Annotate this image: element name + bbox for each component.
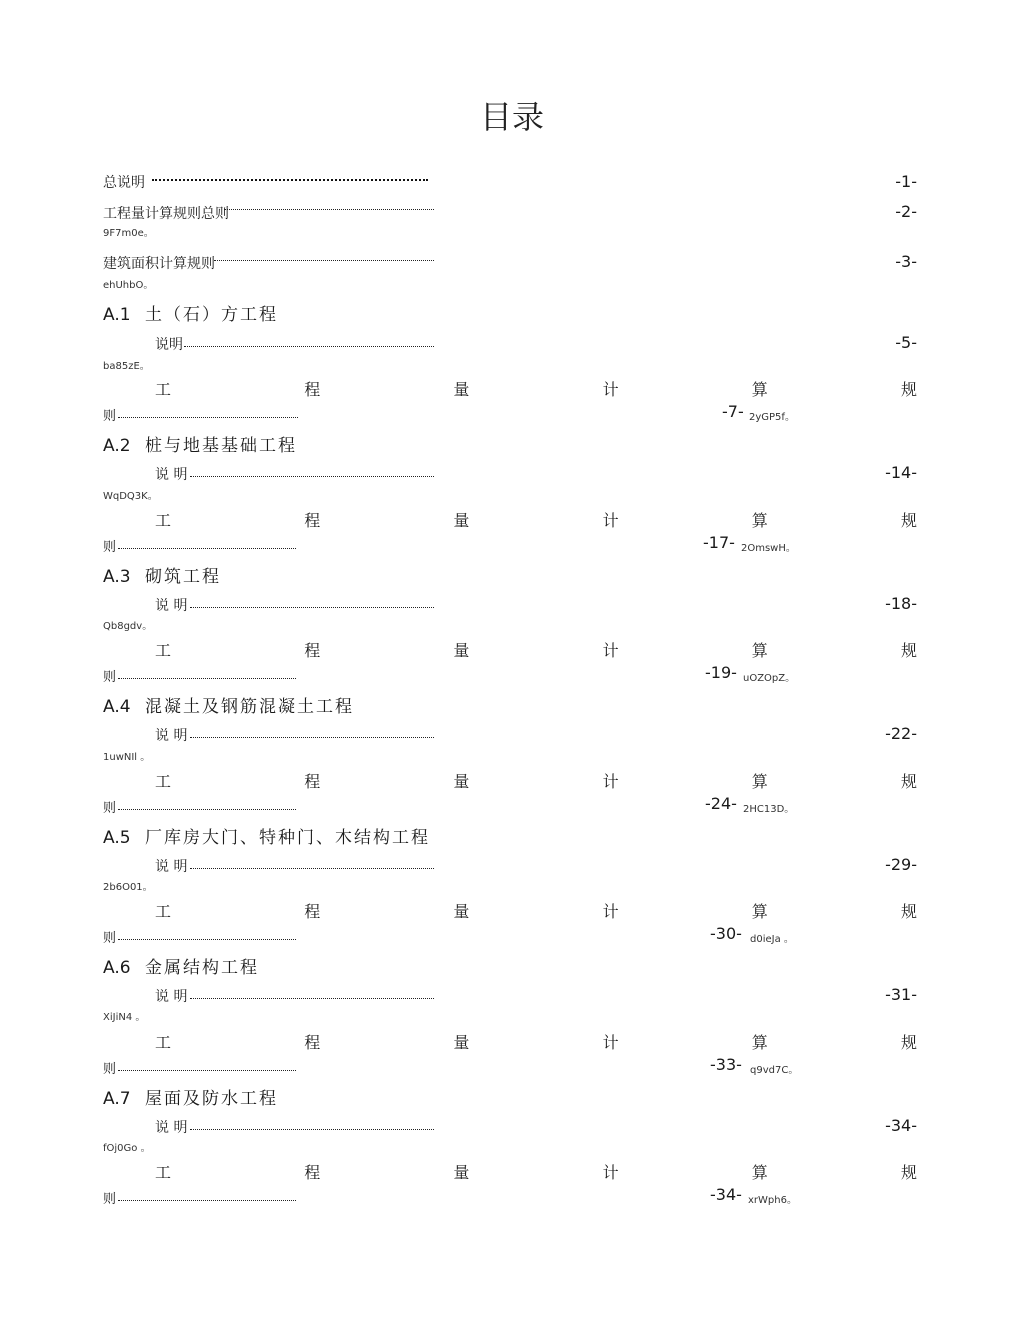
- toc-note-label: 说 明: [155, 467, 188, 483]
- toc-rule-spread-heading: [155, 769, 917, 792]
- toc-entry-code: Qb8gdv。: [103, 621, 153, 632]
- toc-leader-line: [190, 997, 434, 999]
- rule-char: 规: [900, 641, 917, 660]
- toc-leader-line: [152, 178, 428, 181]
- rule-char: 算: [751, 772, 768, 791]
- rule-char: 计: [602, 1033, 619, 1052]
- rule-char: 量: [453, 641, 470, 660]
- toc-rule-tail: 则: [103, 1192, 117, 1207]
- toc-rule-page: -34-: [710, 1185, 742, 1204]
- toc-rule-spread-heading: [155, 377, 917, 400]
- rule-char: 规: [900, 772, 917, 791]
- rule-char: 程: [304, 1033, 321, 1052]
- toc-note-page: -31-: [885, 985, 917, 1004]
- rule-char: 计: [602, 772, 619, 791]
- rule-char: 计: [602, 511, 619, 530]
- rule-char: 量: [453, 511, 470, 530]
- toc-leader-line: [190, 475, 434, 477]
- rule-char: 计: [602, 1163, 619, 1182]
- toc-entry-general-notes-page: -1-: [895, 172, 917, 191]
- toc-section-heading: [103, 953, 259, 978]
- toc-leader-line: [214, 259, 434, 261]
- toc-rule-page: -24-: [705, 794, 737, 813]
- toc-entry-code: 2HC13D。: [743, 804, 795, 815]
- section-number: A.5: [103, 828, 131, 848]
- section-name: 桩与地基基础工程: [145, 436, 297, 456]
- section-number: A.4: [103, 697, 131, 717]
- toc-section-heading: [103, 562, 221, 587]
- rule-char: 规: [900, 902, 917, 921]
- toc-note-page: -29-: [885, 855, 917, 874]
- toc-leader-line: [224, 208, 434, 210]
- toc-entry-code: ba85zE。: [103, 361, 150, 372]
- rule-char: 工: [155, 380, 172, 399]
- toc-entry-general-notes-label: 总说明: [103, 175, 145, 191]
- toc-rule-page: -33-: [710, 1055, 742, 1074]
- rule-char: 工: [155, 641, 172, 660]
- toc-leader-line: [190, 606, 434, 608]
- toc-entry-code: 2yGP5f。: [749, 412, 795, 423]
- toc-rule-tail: 则: [103, 801, 117, 816]
- rule-char: 程: [304, 511, 321, 530]
- toc-entry-code: 2OmswH。: [741, 543, 796, 554]
- toc-section-heading: [103, 300, 278, 325]
- toc-rule-page: -30-: [710, 924, 742, 943]
- toc-section-heading: [103, 823, 430, 848]
- rule-char: 量: [453, 380, 470, 399]
- toc-note-page: -18-: [885, 594, 917, 613]
- rule-char: 工: [155, 902, 172, 921]
- toc-leader-line: [118, 808, 296, 810]
- rule-char: 计: [602, 902, 619, 921]
- rule-char: 工: [155, 772, 172, 791]
- toc-leader-line: [190, 1128, 434, 1130]
- rule-char: 算: [751, 902, 768, 921]
- rule-char: 量: [453, 1163, 470, 1182]
- toc-entry-rules-general-page: -2-: [895, 202, 917, 221]
- toc-note-label: 说 明: [155, 1120, 188, 1136]
- toc-rule-spread-heading: [155, 1030, 917, 1053]
- rule-char: 计: [602, 641, 619, 660]
- section-name: 厂库房大门、特种门、木结构工程: [145, 828, 430, 848]
- rule-char: 工: [155, 1033, 172, 1052]
- rule-char: 算: [751, 511, 768, 530]
- toc-leader-line: [184, 345, 434, 347]
- rule-char: 程: [304, 772, 321, 791]
- toc-entry-building-area-page: -3-: [895, 252, 917, 271]
- toc-rule-spread-heading: [155, 899, 917, 922]
- section-name: 砌筑工程: [145, 567, 221, 587]
- rule-char: 计: [602, 380, 619, 399]
- toc-note-page: -34-: [885, 1116, 917, 1135]
- rule-char: 工: [155, 511, 172, 530]
- toc-note-page: -14-: [885, 463, 917, 482]
- section-name: 混凝土及钢筋混凝土工程: [145, 697, 354, 717]
- toc-note-label: 说 明: [155, 728, 188, 744]
- toc-note-page: -5-: [895, 333, 917, 352]
- toc-entry-code: 1uwNIl 。: [103, 752, 151, 763]
- rule-char: 工: [155, 1163, 172, 1182]
- rule-char: 程: [304, 380, 321, 399]
- toc-entry-building-area-label: 建筑面积计算规则: [103, 256, 215, 272]
- toc-rule-spread-heading: [155, 1160, 917, 1183]
- rule-char: 算: [751, 641, 768, 660]
- rule-char: 规: [900, 1163, 917, 1182]
- toc-note-label: 说 明: [155, 598, 188, 614]
- toc-rule-tail: 则: [103, 1062, 117, 1077]
- rule-char: 程: [304, 1163, 321, 1182]
- toc-note-label: 说 明: [155, 859, 188, 875]
- rule-char: 量: [453, 772, 470, 791]
- toc-section-heading: [103, 1084, 278, 1109]
- toc-section-heading: [103, 431, 297, 456]
- toc-entry-code: 9F7m0e。: [103, 228, 154, 239]
- toc-leader-line: [118, 938, 296, 940]
- toc-entry-code: q9vd7C。: [750, 1065, 799, 1076]
- rule-char: 规: [900, 511, 917, 530]
- rule-char: 规: [900, 1033, 917, 1052]
- toc-section-heading: [103, 692, 354, 717]
- toc-rule-spread-heading: [155, 508, 917, 531]
- section-number: A.2: [103, 436, 131, 456]
- toc-entry-code: uOZOpZ。: [743, 673, 796, 684]
- toc-rule-page: -17-: [703, 533, 735, 552]
- toc-leader-line: [190, 736, 434, 738]
- rule-char: 程: [304, 902, 321, 921]
- toc-entry-code: WqDQ3K。: [103, 491, 158, 502]
- toc-leader-line: [118, 416, 298, 418]
- toc-note-page: -22-: [885, 724, 917, 743]
- toc-entry-code: XiJiN4 。: [103, 1012, 146, 1023]
- section-name: 屋面及防水工程: [145, 1089, 278, 1109]
- section-number: A.1: [103, 305, 131, 325]
- section-number: A.3: [103, 567, 131, 587]
- rule-char: 算: [751, 1033, 768, 1052]
- toc-entry-code: fOj0Go 。: [103, 1143, 151, 1154]
- toc-note-label: 说 明: [155, 989, 188, 1005]
- toc-leader-line: [118, 547, 296, 549]
- section-number: A.6: [103, 958, 131, 978]
- toc-rule-tail: 则: [103, 409, 117, 424]
- toc-rule-tail: 则: [103, 670, 117, 685]
- toc-rule-tail: 则: [103, 931, 117, 946]
- toc-note-label: 说明: [155, 337, 183, 353]
- toc-rule-tail: 则: [103, 540, 117, 555]
- toc-entry-code: 2b6O01。: [103, 882, 153, 893]
- toc-leader-line: [190, 867, 434, 869]
- toc-entry-code: d0ieJa 。: [750, 934, 794, 945]
- toc-rule-page: -7-: [722, 402, 744, 421]
- toc-entry-rules-general-label: 工程量计算规则总则: [103, 206, 229, 222]
- section-name: 金属结构工程: [145, 958, 259, 978]
- toc-entry-code: xrWph6。: [748, 1195, 797, 1206]
- toc-entry-code: ehUhbO。: [103, 280, 154, 291]
- rule-char: 量: [453, 1033, 470, 1052]
- toc-leader-line: [118, 1069, 296, 1071]
- section-number: A.7: [103, 1089, 131, 1109]
- section-name: 土（石）方工程: [145, 305, 278, 325]
- toc-leader-line: [118, 677, 296, 679]
- document-title: 目录: [479, 98, 544, 136]
- rule-char: 规: [900, 380, 917, 399]
- rule-char: 量: [453, 902, 470, 921]
- toc-rule-spread-heading: [155, 638, 917, 661]
- toc-rule-page: -19-: [705, 663, 737, 682]
- rule-char: 程: [304, 641, 321, 660]
- rule-char: 算: [751, 1163, 768, 1182]
- toc-leader-line: [118, 1199, 296, 1201]
- rule-char: 算: [751, 380, 768, 399]
